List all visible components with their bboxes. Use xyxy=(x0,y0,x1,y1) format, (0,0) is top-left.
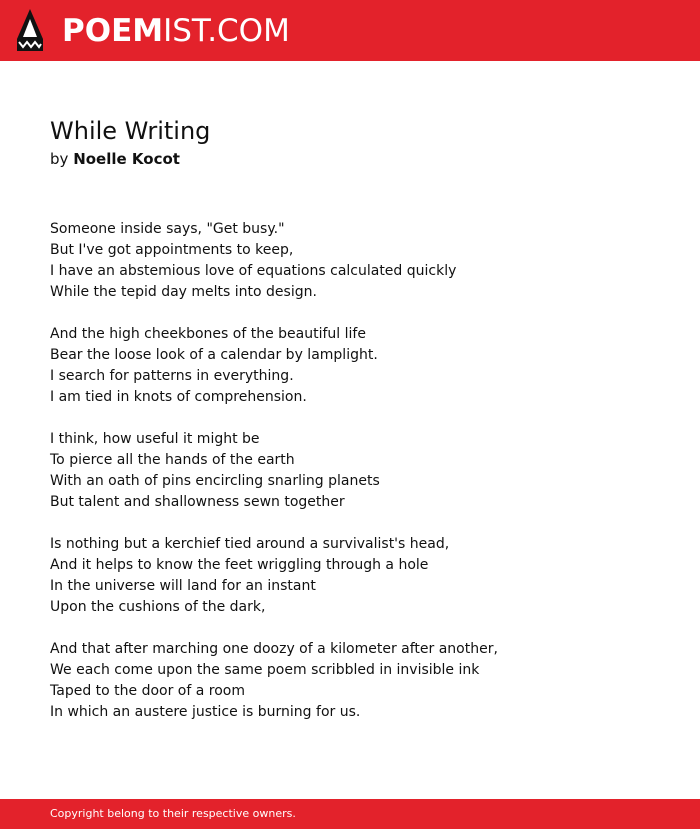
poem-line: I search for patterns in everything. xyxy=(50,368,294,384)
poem-line: While the tepid day melts into design. xyxy=(50,284,317,300)
stanza xyxy=(50,429,670,513)
poem-line: I am tied in knots of comprehension. xyxy=(50,389,307,405)
poem-line: But I've got appointments to keep, xyxy=(50,242,294,258)
poem-line: We each come upon the same poem scribbled in invisible ink xyxy=(50,662,480,678)
poem-line: I think, how useful it might be xyxy=(50,431,260,447)
poem-line: Is nothing but a kerchief tied around a survivalist's head, xyxy=(50,536,450,552)
logo-text-light: IST.COM xyxy=(163,13,290,49)
poem-line: With an oath of pins encircling snarling planets xyxy=(50,473,380,489)
poem-line: And it helps to know the feet wriggling through a hole xyxy=(50,557,429,573)
byline xyxy=(50,149,180,169)
poem-line: And that after marching one doozy of a kilometer after another, xyxy=(50,641,498,657)
stanza xyxy=(50,219,670,303)
site-header xyxy=(0,0,700,61)
stanza xyxy=(50,534,670,618)
poem-line: And the high cheekbones of the beautiful life xyxy=(50,326,366,342)
poem-line: Upon the cushions of the dark, xyxy=(50,599,266,615)
stanza xyxy=(50,324,670,408)
poem-body xyxy=(50,219,670,744)
poem-title: While Writing xyxy=(50,117,211,145)
logo-text-bold: POEM xyxy=(62,13,164,49)
copyright-text: Copyright belong to their respective owners. xyxy=(50,807,296,820)
poem-line: To pierce all the hands of the earth xyxy=(50,452,295,468)
pencil-logo-icon[interactable] xyxy=(17,9,43,51)
poem-line: But talent and shallowness sewn together xyxy=(50,494,345,510)
site-logo[interactable] xyxy=(62,11,290,51)
author-name[interactable]: Noelle Kocot xyxy=(73,150,180,168)
by-label: by xyxy=(50,150,69,168)
site-footer xyxy=(0,799,700,829)
poem-line: Taped to the door of a room xyxy=(50,683,245,699)
poem-line: In which an austere justice is burning for us. xyxy=(50,704,361,720)
poem-line: Someone inside says, "Get busy." xyxy=(50,221,285,237)
poem-line: I have an abstemious love of equations calculated quickly xyxy=(50,263,457,279)
stanza xyxy=(50,639,670,723)
poem-line: In the universe will land for an instant xyxy=(50,578,316,594)
poem-line: Bear the loose look of a calendar by lamplight. xyxy=(50,347,378,363)
